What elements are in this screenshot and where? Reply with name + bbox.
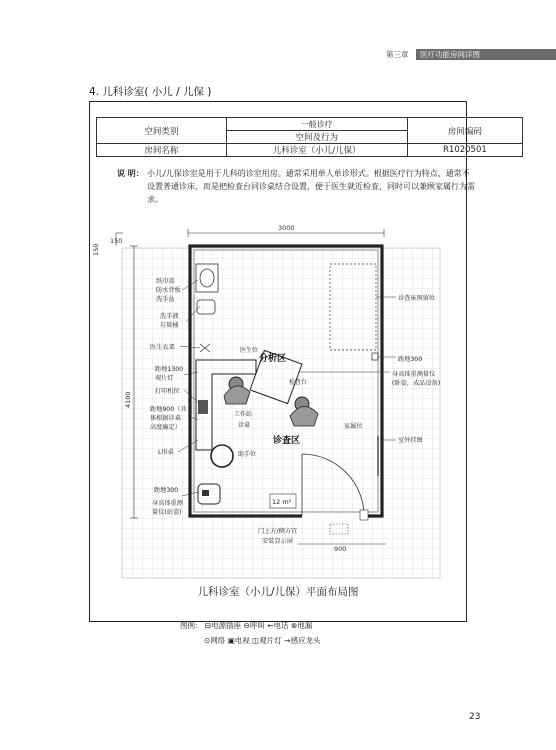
zone-exam: 诊查区 — [273, 436, 301, 446]
callout-height-900: 距地900（具 — [150, 406, 187, 413]
outlet-icon: ⊟ — [204, 621, 212, 630]
callout-printer: 打印机位 — [155, 388, 180, 395]
legend-sensor-faucet: 感应龙头 — [290, 636, 321, 645]
callout-desk-height: 高度确定） — [150, 424, 181, 431]
film-viewer-icon: ◫ — [252, 636, 260, 645]
legend-floor-drain: 地漏 — [297, 621, 313, 630]
legend-tv: 电视 — [234, 636, 250, 645]
section-label: 医疗功能房间详图 — [416, 49, 556, 60]
room-code-label: 房间编码 — [407, 118, 522, 144]
legend-outlet: 电源插座 — [211, 621, 242, 630]
label-assistant-seat: 助手位 — [238, 451, 257, 458]
dim-4100: 4100 — [124, 391, 132, 408]
legend-film-viewer: 观片灯 — [259, 636, 282, 645]
area-label: 12 m² — [272, 498, 292, 506]
section-title: 4. 儿科诊室( 小儿 / 儿保 ) — [89, 86, 212, 98]
space-category-value: 一般诊疗 — [226, 118, 407, 131]
floor-drain-icon: ⊗ — [290, 621, 298, 630]
network-icon: ⊙ — [204, 636, 211, 645]
callout-desk-basis: 体根据诊桌 — [150, 415, 181, 422]
room-name-label: 房间名称 — [97, 144, 227, 157]
space-category-label: 空间类别 — [97, 118, 227, 144]
callout-exam-bed-reserve: 诊查床预留位 — [398, 295, 436, 302]
space-behavior-label: 空间及行为 — [226, 131, 407, 144]
dim-150-top: 150 — [110, 237, 123, 245]
legend-phone: 电话 — [273, 621, 289, 630]
legend — [180, 618, 320, 648]
call-icon: ⊖ — [243, 621, 250, 630]
door-note-line1: 门上方/侧方宜 — [258, 528, 298, 535]
chapter-label: 第三章 — [386, 50, 409, 59]
door-note-line2: 安装显示屏 — [262, 538, 293, 545]
callout-scale-standing: 量仪(站姿) — [152, 509, 182, 516]
callout-trash-bin: 垃圾桶 — [160, 322, 179, 329]
callout-hand-soap: 洗手液 — [160, 313, 179, 320]
label-exam-table: 检查台 — [289, 379, 308, 386]
callout-wall-chart: 室外挂图 — [398, 437, 423, 444]
plan-caption: 儿科诊室（小儿/儿保）平面布局图 — [197, 586, 359, 598]
label-doctor-seat: 医生位 — [240, 347, 259, 354]
legend-network: 网络 — [210, 636, 226, 645]
description-label: 说 明： — [117, 169, 144, 178]
callout-film-viewer: 观片灯 — [155, 375, 174, 382]
dim-150-left: 150 — [92, 243, 100, 256]
label-workstation: 工作站 — [234, 411, 253, 418]
legend-title: 图例： — [180, 621, 203, 630]
callout-lying-scale: 身高体重测量仪 — [392, 371, 436, 378]
room-code-value: R1020501 — [407, 144, 522, 157]
callout-height-1300: 距地1300 — [155, 366, 184, 373]
zone-analysis: 分析区 — [259, 354, 287, 364]
callout-scale: 身高体重测 — [152, 500, 183, 507]
dim-3000: 3000 — [278, 224, 295, 232]
callout-coat-rack: 医生衣架 — [150, 344, 175, 351]
callout-right-height-300: 距地300 — [398, 356, 423, 363]
description-text: 小儿/儿保诊室是用于儿科的诊室用房。通常采用单人单诊形式。根据医疗行为特点，通常不设置普通诊床，而是把检查台同诊桌结合设置，便于医生就近检查，同时可以兼顾家属行为需求。 — [147, 169, 475, 204]
label-consult-desk: 诊桌 — [238, 422, 251, 429]
page-number: 23 — [469, 712, 481, 722]
phone-icon: ⇜ — [267, 621, 274, 630]
room-name-value: 儿科诊室（小儿/儿保） — [226, 144, 407, 157]
callout-height-300: 距地300 — [154, 487, 179, 494]
callout-family-seat: 家属位 — [344, 423, 363, 430]
legend-call: 呼叫 — [249, 621, 265, 630]
callout-tissue-box: 纸巾盒 — [156, 278, 175, 285]
callout-lying-scale-note: (卧姿，成品设备) — [392, 380, 441, 387]
sensor-faucet-icon: ⇝ — [284, 636, 291, 645]
callout-splash-board: 防水背板 — [156, 287, 181, 294]
callout-wash-basin: 洗手盆 — [156, 296, 175, 303]
dim-900: 900 — [334, 545, 347, 553]
tv-icon: ▣ — [227, 636, 235, 645]
callout-l-desk: L形桌 — [158, 449, 174, 456]
